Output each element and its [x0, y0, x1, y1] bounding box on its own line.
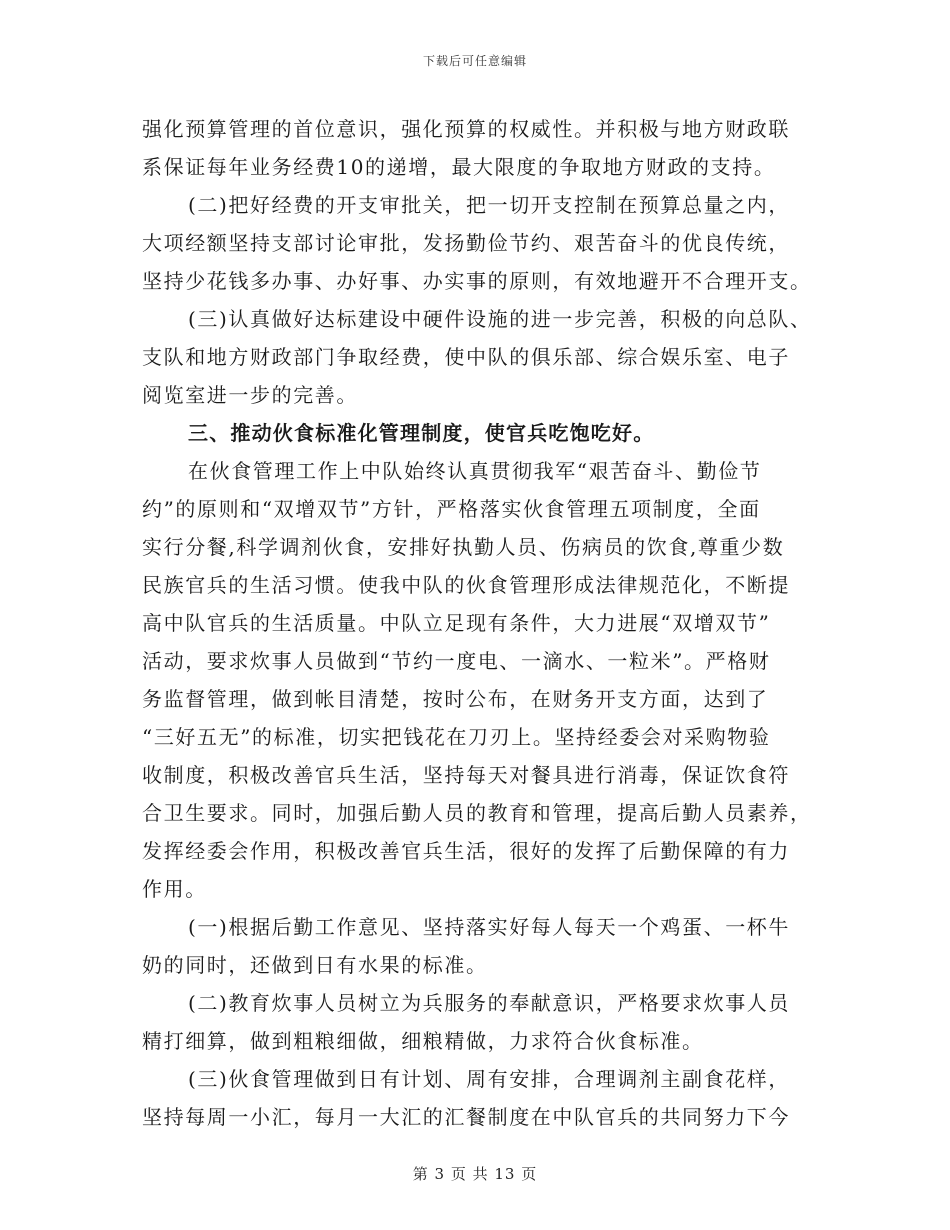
text-line: 发挥经委会作用，积极改善官兵生活，很好的发挥了后勤保障的有力	[142, 839, 790, 863]
text-line: 大项经额坚持支部讨论审批，发扬勤俭节约、艰苦奋斗的优良传统，	[142, 231, 790, 255]
text-line: 民族官兵的生活习惯。使我中队的伙食管理形成法律规范化，不断提	[142, 573, 790, 597]
text-line: 强化预算管理的首位意识，强化预算的权威性。并积极与地方财政联	[142, 117, 790, 141]
text-line: 阅览室进一步的完善。	[142, 383, 358, 407]
text-line: 在伙食管理工作上中队始终认真贯彻我军“艰苦奋斗、勤俭节	[188, 459, 762, 483]
header-note: 下载后可任意编辑	[422, 54, 527, 68]
text-line: 高中队官兵的生活质量。中队立足现有条件，大力进展“双增双节”	[142, 611, 771, 635]
text-line: (三)认真做好达标建设中硬件设施的进一步完善，积极的向总队、	[188, 307, 812, 331]
text-line: 系保证每年业务经费10的递增，最大限度的争取地方财政的支持。	[142, 155, 776, 179]
text-line: 活动，要求炊事人员做到“节约一度电、一滴水、一粒米”。严格财	[142, 649, 771, 673]
text-line: (三)伙食管理做到日有计划、周有安排，合理调剂主副食花样，	[188, 1067, 791, 1091]
text-line: (二)把好经费的开支审批关，把一切开支控制在预算总量之内，	[188, 193, 791, 217]
text-line: 坚持每周一小汇，每月一大汇的汇餐制度在中队官兵的共同努力下今	[142, 1105, 790, 1129]
text-line: 收制度，积极改善官兵生活，坚持每天对餐具进行消毒，保证饮食符	[142, 763, 790, 787]
text-line: 务监督管理，做到帐目清楚，按时公布，在财务开支方面，达到了	[142, 687, 769, 711]
text-line: 精打细算，做到粗粮细做，细粮精做，力求符合伙食标准。	[142, 1029, 704, 1053]
text-line: 合卫生要求。同时，加强后勤人员的教育和管理，提高后勤人员素养，	[142, 801, 812, 825]
text-line: 作用。	[142, 877, 207, 901]
text-line: “三好五无”的标准，切实把钱花在刀刃上。坚持经委会对采购物验	[142, 725, 771, 749]
text-line: (二)教育炊事人员树立为兵服务的奉献意识，严格要求炊事人员	[188, 991, 791, 1015]
text-line: 约”的原则和“双增双节”方针，严格落实伙食管理五项制度，全面	[142, 497, 761, 521]
text-line: 奶的同时，还做到日有水果的标准。	[142, 953, 488, 977]
section-heading: 三、推动伙食标准化管理制度，使官兵吃饱吃好。	[188, 421, 655, 445]
text-line: (一)根据后勤工作意见、坚持落实好每人每天一个鸡蛋、一杯牛	[188, 915, 791, 939]
text-line: 坚持少花钱多办事、办好事、办实事的原则，有效地避开不合理开支。	[142, 269, 812, 293]
text-line: 支队和地方财政部门争取经费，使中队的俱乐部、综合娱乐室、电子	[142, 345, 790, 369]
text-line: 实行分餐,科学调剂伙食，安排好执勤人员、伤病员的饮食,尊重少数	[142, 535, 785, 559]
body-text	[142, 110, 812, 1136]
page-number: 第 3 页 共 13 页	[412, 1165, 538, 1183]
